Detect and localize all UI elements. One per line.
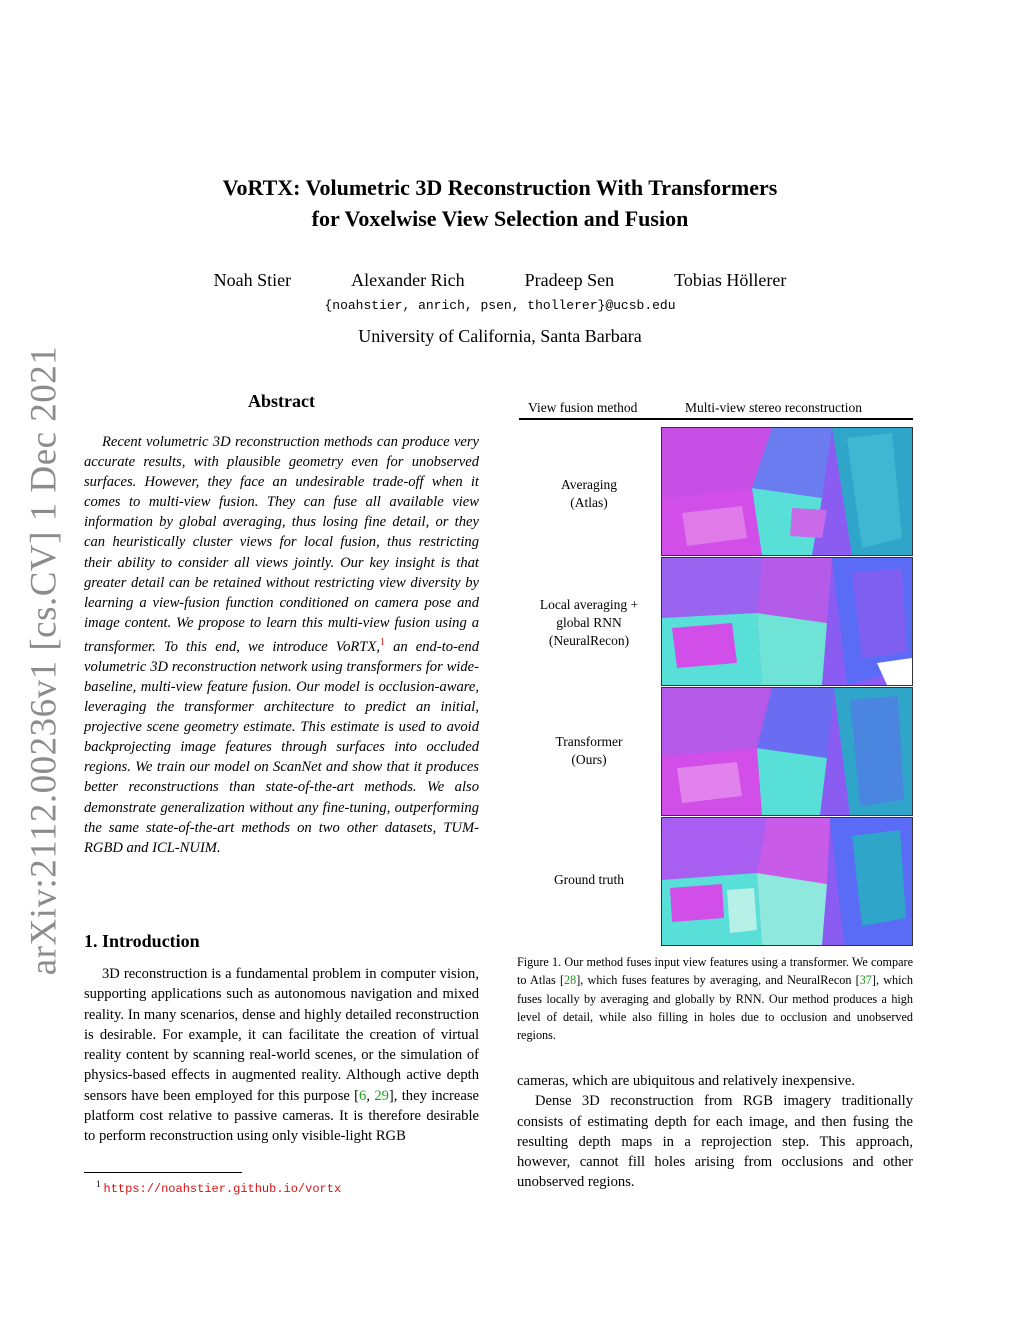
row-label-line: (Atlas) [570, 495, 608, 510]
figure-caption [517, 953, 913, 1044]
section-heading-introduction: 1. Introduction [84, 931, 200, 951]
row-label-line: Averaging [561, 477, 617, 492]
abstract-text-part-2: an end-to-end volumetric 3D reconstruction network using transformers for wide-baseline, multi-view feature fusion. Our model is occlusion-aware, leveraging the transformer architecture to predict an initial, projective scene geometry estimate. This estimate is used to avoid backprojecting image features through surfaces into occluded regions. We train our model on ScanNet and show that it produces better reconstructions than state-of-the-art methods. We also demonstrate generalization without any fine-tuning, outperforming the same state-of-the-art methods on two other datasets, TUM-RGBD and ICL-NUIM. [84, 638, 479, 856]
paragraph-continuation: cameras, which are ubiquitous and relatively inexpensive. [517, 1073, 855, 1089]
author-list [140, 270, 860, 291]
affiliation: University of California, Santa Barbara [358, 326, 642, 346]
abstract-body [84, 432, 479, 858]
title-line-2: for Voxelwise View Selection and Fusion [311, 206, 689, 231]
citation-separator: , [366, 1087, 375, 1104]
right-column-body [517, 1071, 913, 1193]
footnote-mark: 1 [96, 1179, 101, 1189]
row-label-line: (NeuralRecon) [548, 633, 630, 648]
author-name: Tobias Höllerer [674, 270, 787, 290]
reconstruction-image-transformer [661, 687, 913, 816]
citation-link[interactable]: 37 [859, 973, 872, 988]
footnote-url-link[interactable]: https://noahstier.github.io/vortx [103, 1182, 342, 1196]
author-emails: {noahstier, anrich, psen, thollerer}@ucsb.edu [324, 298, 676, 313]
reconstruction-image-atlas [661, 427, 913, 556]
abstract-heading: Abstract [248, 391, 315, 411]
intro-text-part-2: ], they increase platform cost relative to passive cameras. It is therefore desirable to perform reconstruction using only visible-light RGB [84, 1087, 480, 1145]
row-label-line: Ground truth [553, 872, 625, 887]
citation-link[interactable]: 28 [564, 973, 577, 988]
introduction-body [84, 964, 479, 1147]
figure-column-header-reconstruction: Multi-view stereo reconstruction [685, 400, 862, 415]
figure-row-label [519, 476, 659, 512]
paragraph: Dense 3D reconstruction from RGB imagery traditionally consists of estimating depth for each image, and then fusing the resulting depth maps in a reprojection step. This approach, however, cannot fill holes arising from occlusions and other unobserved regions. [517, 1093, 913, 1191]
citation-link[interactable]: 6 [359, 1087, 367, 1104]
figure-header-rule [519, 418, 913, 420]
footnote-rule [84, 1172, 242, 1173]
row-label-line: Transformer [555, 734, 623, 749]
figure-header [519, 398, 913, 418]
arxiv-id: arXiv:2112.00236v1 [cs.CV] 1 Dec 2021 [23, 345, 65, 975]
reconstruction-image-ground-truth [661, 817, 913, 946]
figure-row-label [519, 733, 659, 769]
author-name: Alexander Rich [351, 270, 465, 290]
figure-row-label [519, 596, 659, 650]
reconstruction-image-neuralrecon [661, 557, 913, 686]
figure-column-header-method: View fusion method [528, 400, 638, 415]
footnote-reference[interactable]: 1 [380, 636, 385, 648]
row-label-line: (Ours) [571, 752, 607, 767]
author-name: Pradeep Sen [524, 270, 615, 290]
paper-title [120, 172, 880, 234]
footnote [96, 1179, 341, 1196]
row-label-line: global RNN [556, 615, 622, 630]
row-label-line: Local averaging + [539, 597, 639, 612]
title-line-1: VoRTX: Volumetric 3D Reconstruction With Transformers [222, 175, 778, 200]
arxiv-sidebar-stamp [22, 345, 66, 975]
citation-link[interactable]: 29 [374, 1087, 389, 1104]
abstract-text-part-1: Recent volumetric 3D reconstruction methods can produce very accurate results, with plausible geometry even for unobserved surfaces. However, they face an undesirable trade-off when it comes to multi-view fusion. They can fuse all available view information by global averaging, thus losing fine detail, or they can heuristically cluster views for local fusion, thus restricting their ability to consider all views jointly. Our key insight is that greater detail can be retained without restricting view diversity by learning a view-fusion function conditioned on camera pose and image content. We propose to learn this multi-view fusion using a transformer. To this end, we introduce VoRTX, [84, 434, 479, 655]
caption-text: ], which fuses features by averaging, and NeuralRecon [ [576, 973, 860, 988]
intro-text-part-1: 3D reconstruction is a fundamental problem in computer vision, supporting applications such as autonomous navigation and mixed reality. In many scenarios, dense and highly detailed reconstruction is desirable. For example, it can facilitate the creation of virtual reality content by scanning real-world scenes, or the simulation of physics-based effects in augmented reality. Although active depth sensors have been employed for this purpose [ [84, 966, 479, 1104]
figure-row-label [519, 871, 659, 889]
caption-text: Figure 1. Our method fuses input view features using a transformer. We compare to Atlas [ [517, 955, 913, 988]
caption-text: ], which fuses locally by averaging and globally by RNN. Our method produces a high level of detail, while also filling in holes due to occlusion and unobserved regions. [517, 973, 913, 1043]
author-name: Noah Stier [213, 270, 292, 290]
